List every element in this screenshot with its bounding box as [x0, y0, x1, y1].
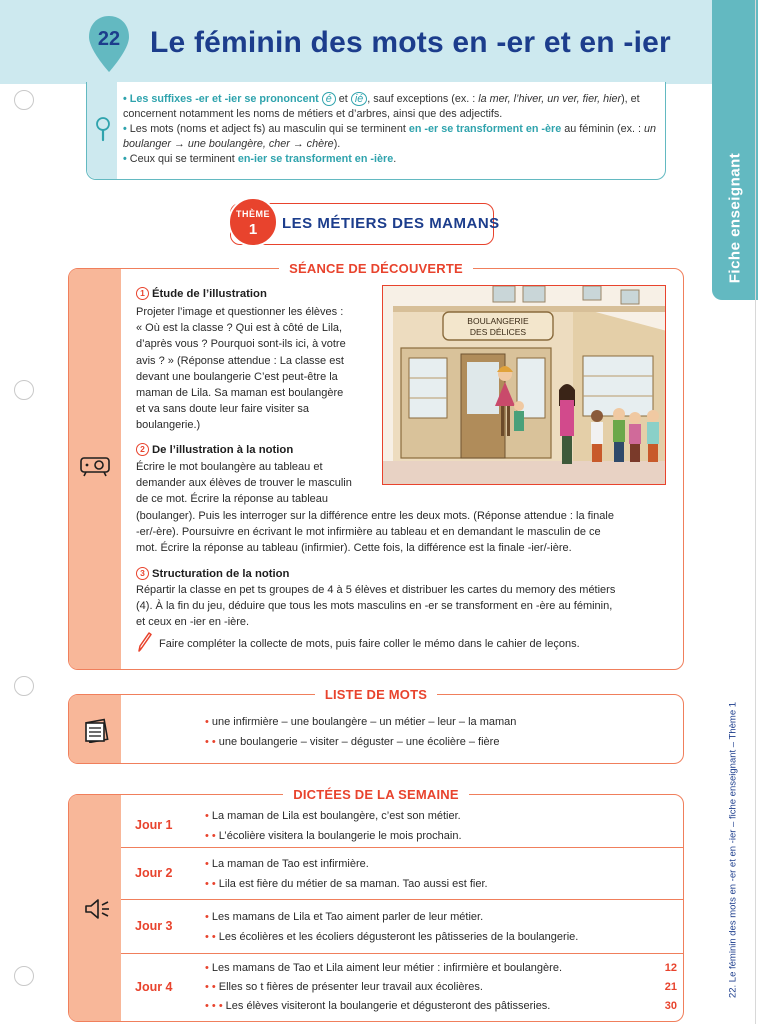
dictee-sentence: • • L’écolière visitera la boulangerie le mois prochain.	[205, 830, 462, 842]
dictee-sentence: • Les mamans de Lila et Tao aiment parler de leur métier.	[205, 911, 484, 923]
side-tab-label: Fiche enseignant	[726, 152, 744, 284]
dictee-sentence: • • • Les élèves visiteront la boulangerie et dégusteront des pâtisseries.	[205, 1000, 551, 1012]
word-count: 12	[664, 962, 677, 974]
dictee-sentence: • • Les écolières et les écoliers dégusteront les pâtisseries de la boulangerie.	[205, 931, 579, 943]
word-list-line-2: • • une boulangerie – visiter – déguster – une écolière – fière	[205, 736, 500, 748]
closing-instruction: Faire compléter la collecte de mots, puis faire coller le mémo dans le cahier de leçons.	[159, 638, 580, 650]
dictee-day-1	[121, 801, 683, 848]
magnifier-icon	[93, 116, 113, 142]
bakery-sign-line-1: BOULANGERIE	[467, 316, 529, 326]
dictee-sentence: • Les mamans de Tao et Lila aiment leur métier : infirmière et boulangère.	[205, 962, 563, 974]
binder-hole	[14, 676, 34, 696]
rules-box	[86, 82, 666, 180]
side-footer: 22. Le féminin des mots en -er et en -ier – fiche enseignant – Thème 1	[727, 701, 739, 999]
binder-hole	[14, 380, 34, 400]
rules-text	[123, 92, 663, 167]
rule-1: • Les suffixes -er et -ier se prononcent é et ié , sauf exceptions (ex. : la mer, l’hiver, un ver, fier, hier), et concernent notamment les noms de métiers et d’arbres, ainsi que des adjectifs.	[123, 93, 640, 120]
step-3-text: Répartir la classe en pet ts groupes de 4 à 5 élèves et distribuer les cartes du memory des métiers (4). À la fin du jeu, déduire que tous les mots masculins en -er se transforment en -ère au féminin, et ceux en -ier en -ière.	[136, 584, 616, 629]
step-1-text: Projeter l’image et questionner les élèves : « Où est la classe ? Qui est à côté de Lila, d’après vous ? Pourquoi sont-ils ici, à votre avis ? » (Réponse attendue : La classe est devant une boulangerie C’est peut-être la maman de Lila. Sa maman est boulangère et va sans doute leur faire visiter sa boulangerie.)	[136, 306, 346, 432]
dictee-day-3	[121, 900, 683, 954]
theme-badge-number: 1	[248, 221, 258, 238]
step-2-text: Écrire le mot boulangère au tableau et demander aux élèves de trouver le masculin de ce mot. Écrire la réponse au tableau (boulanger). Puis les interroger sur la différence entre les deux mots. (Réponse attendue : la finale -er/-ère). Poursuivre en écrivant le mot infirmière au tableau et en demandant le masculin de ce mot. Écrire la réponse au tableau (infirmier). Cette fois, la différence est la finale -ier/-ière.	[136, 461, 614, 555]
pencil-icon	[136, 631, 152, 653]
side-tab	[712, 0, 758, 300]
binder-hole	[14, 966, 34, 986]
binder-hole	[14, 90, 34, 110]
day-label: Jour 4	[135, 980, 173, 994]
theme-badge	[228, 197, 278, 247]
projector-icon	[79, 455, 111, 477]
section-decouverte	[68, 261, 684, 670]
day-label: Jour 2	[135, 866, 173, 880]
page-title: Le féminin des mots en -er et en -ier	[150, 26, 671, 59]
word-list-line-1: • une infirmière – une boulangère – un métier – leur – la maman	[205, 716, 517, 728]
page-edge	[755, 0, 756, 1024]
bakery-scene	[383, 286, 666, 485]
speaker-icon	[83, 897, 111, 921]
bakery-illustration	[382, 285, 666, 485]
word-count: 30	[664, 1000, 677, 1012]
bakery-sign-line-2: DES DÉLICES	[469, 327, 527, 337]
section-dictees	[68, 787, 684, 1022]
theme-title: LES MÉTIERS DES MAMANS	[282, 215, 500, 232]
dictee-day-4	[121, 954, 683, 1022]
day-label: Jour 3	[135, 919, 173, 933]
rule-3: • Ceux qui se terminent en-ier se transforment en -ière.	[123, 153, 397, 165]
dictee-sentence: • La maman de Lila est boulangère, c’est son métier.	[205, 810, 461, 822]
section-label: LISTE DE MOTS	[69, 686, 683, 704]
step-1-title: 1 Étude de l’illustration	[136, 287, 267, 300]
dictee-sentence: • La maman de Tao est infirmière.	[205, 858, 369, 870]
day-label: Jour 1	[135, 818, 173, 832]
section-liste	[68, 687, 684, 764]
lesson-number: 22	[97, 28, 121, 50]
dictee-sentence: • • Elles so t fières de présenter leur travail aux écolières.	[205, 981, 483, 993]
map-pin-badge-icon	[86, 14, 132, 74]
dictee-day-2	[121, 848, 683, 900]
step-3-title: 3 Structuration de la notion	[136, 567, 289, 580]
rule-2: • Les mots (noms et adject fs) au masculin qui se terminent en -er se transforment en -ère au féminin (ex. : un boulanger → une boulangère, cher → chère).	[123, 123, 657, 150]
section-label: SÉANCE DE DÉCOUVERTE	[69, 260, 683, 278]
word-count: 21	[664, 981, 677, 993]
rules-strip	[87, 82, 117, 179]
section-label: DICTÉES DE LA SEMAINE	[69, 786, 683, 804]
step-2-title: 2 De l’illustration à la notion	[136, 443, 293, 456]
notebook-icon	[83, 717, 109, 743]
theme-badge-word: THÈME	[236, 209, 270, 219]
dictee-sentence: • • Lila est fière du métier de sa maman. Tao aussi est fier.	[205, 878, 488, 890]
